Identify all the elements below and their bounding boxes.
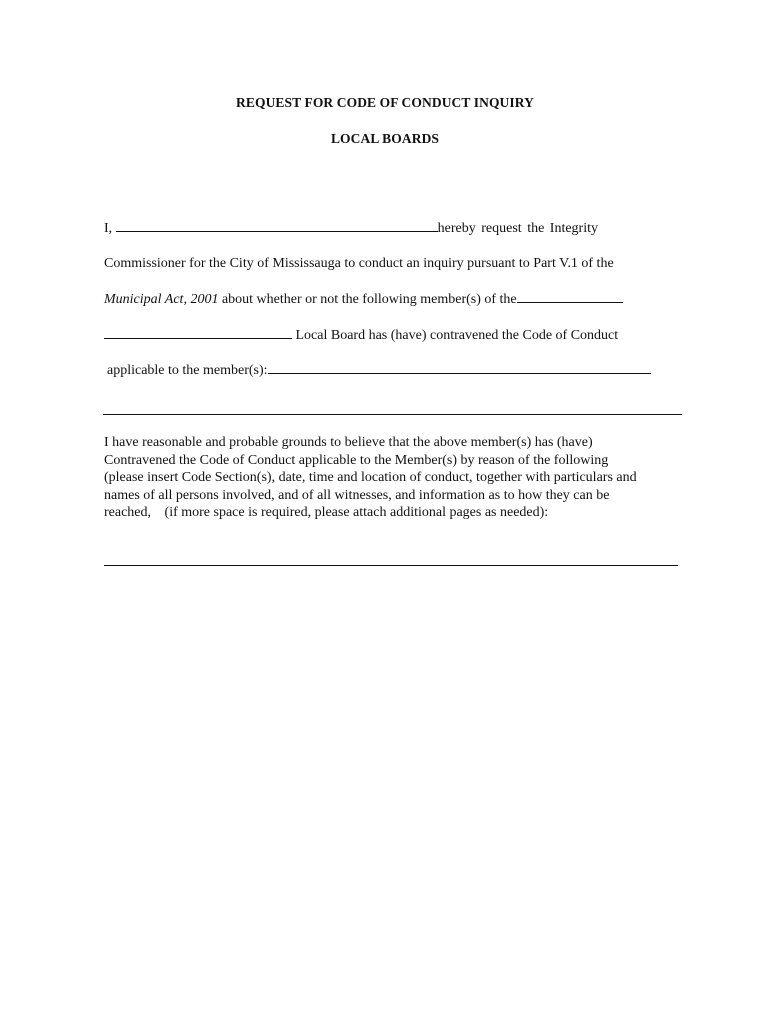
requester-blank-lead [116, 219, 130, 232]
requester-suffix: hereby request the Integrity [437, 221, 598, 236]
requester-line [104, 219, 598, 237]
act-line [104, 290, 623, 308]
members-label: applicable to the member(s): [107, 363, 268, 378]
grounds-paragraph [104, 434, 694, 522]
commissioner-line: Commissioner for the City of Mississauga to conduct an inquiry pursuant to Part V.1 of the [104, 256, 614, 271]
members-field[interactable] [268, 361, 651, 374]
grounds-answer-line[interactable] [104, 565, 678, 566]
grounds-last-a: reached, [104, 505, 152, 521]
board-line-text: Local Board has (have) contravened the Code of Conduct [295, 328, 619, 343]
grounds-line: I have reasonable and probable grounds to believe that the above member(s) has (have) [104, 435, 593, 450]
grounds-line: Contravened the Code of Conduct applicable to the Member(s) by reason of the following [104, 452, 609, 468]
act-name: Municipal Act, 2001 [104, 292, 219, 307]
form-title: REQUEST FOR CODE OF CONDUCT INQUIRY [236, 95, 534, 110]
members-continuation-line[interactable] [103, 414, 682, 415]
members-line [107, 361, 651, 379]
local-board-field-part1[interactable] [517, 290, 623, 303]
board-line [104, 326, 618, 344]
grounds-line [104, 504, 694, 522]
act-line-text: about whether or not the following member(s) of the [221, 292, 517, 307]
requester-prefix: I, [104, 221, 113, 236]
form-subtitle: LOCAL BOARDS [330, 131, 440, 146]
grounds-last-b: (if more space is required, please attach additional pages as needed): [164, 505, 549, 521]
grounds-line: (please insert Code Section(s), date, time and location of conduct, together with particulars and [104, 470, 637, 486]
local-board-field-part2[interactable] [104, 326, 292, 339]
requester-name-field[interactable] [130, 219, 438, 232]
grounds-line: names of all persons involved, and of all witnesses, and information as to how they can be [104, 487, 610, 503]
